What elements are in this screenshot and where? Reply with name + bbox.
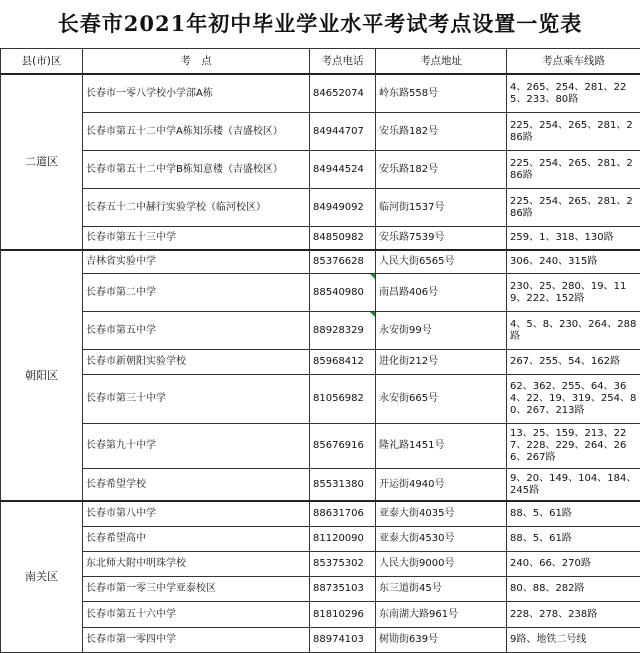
school-cell: 长春市新朝阳实验学校 <box>83 350 310 375</box>
header-phone: 考点电话 <box>310 49 376 75</box>
table-row <box>1 151 640 189</box>
address-cell: 安乐路182号 <box>376 113 507 151</box>
phone-cell: 88735103 <box>310 577 376 602</box>
phone-cell: 85375302 <box>310 552 376 577</box>
phone-cell: 85968412 <box>310 350 376 375</box>
table-row <box>1 552 640 577</box>
phone-cell: 84949092 <box>310 189 376 227</box>
school-cell: 长春希望高中 <box>83 527 310 552</box>
phone-cell: 81810296 <box>310 602 376 628</box>
school-cell: 东北师大附中明珠学校 <box>83 552 310 577</box>
bus-cell: 80、88、282路 <box>507 577 640 602</box>
table-row <box>1 469 640 502</box>
bus-cell: 228、278、238路 <box>507 602 640 628</box>
phone-cell: 88928329 <box>310 312 376 350</box>
bus-cell: 230、25、280、19、119、222、152路 <box>507 274 640 312</box>
phone-cell: 81056982 <box>310 375 376 424</box>
address-cell: 永安街99号 <box>376 312 507 350</box>
page-title: 长春市2021年初中毕业学业水平考试考点设置一览表 <box>0 0 640 48</box>
phone-cell: 84850982 <box>310 227 376 251</box>
phone-cell: 85676916 <box>310 424 376 469</box>
phone-cell: 81120090 <box>310 527 376 552</box>
school-cell: 吉林省实验中学 <box>83 250 310 274</box>
school-cell: 长春第九十中学 <box>83 424 310 469</box>
bus-cell: 306、240、315路 <box>507 250 640 274</box>
bus-cell: 4、5、8、230、264、288路 <box>507 312 640 350</box>
table-row <box>1 424 640 469</box>
address-cell: 进化街212号 <box>376 350 507 375</box>
address-cell: 安乐路182号 <box>376 151 507 189</box>
bus-cell: 4、265、254、281、225、233、80路 <box>507 74 640 113</box>
table-row <box>1 628 640 653</box>
address-cell: 开运街4940号 <box>376 469 507 502</box>
bus-cell: 225、254、265、281、286路 <box>507 113 640 151</box>
address-cell: 东三道街45号 <box>376 577 507 602</box>
school-cell: 长春市第一零三中学亚泰校区 <box>83 577 310 602</box>
school-cell: 长春五十二中赫行实验学校（临河校区） <box>83 189 310 227</box>
table-row <box>1 527 640 552</box>
school-cell: 长春市第一零四中学 <box>83 628 310 653</box>
bus-cell: 225、254、265、281、286路 <box>507 151 640 189</box>
bus-cell: 13、25、159、213、227、228、229、264、266、267路 <box>507 424 640 469</box>
bus-cell: 259、1、318、130路 <box>507 227 640 251</box>
table-row <box>1 227 640 251</box>
header-address: 考点地址 <box>376 49 507 75</box>
table-row <box>1 74 640 113</box>
school-cell: 长春市第五中学 <box>83 312 310 350</box>
bus-cell: 225、254、265、281、286路 <box>507 189 640 227</box>
county-cell: 朝阳区 <box>1 250 83 501</box>
bus-cell: 9、20、149、104、184、245路 <box>507 469 640 502</box>
bus-cell: 88、5、61路 <box>507 501 640 527</box>
school-cell: 长春市第八中学 <box>83 501 310 527</box>
phone-cell: 84652074 <box>310 74 376 113</box>
school-cell: 长春市第五十三中学 <box>83 227 310 251</box>
address-cell: 亚泰大街4035号 <box>376 501 507 527</box>
header-bus: 考点乘车线路 <box>507 49 640 75</box>
school-cell: 长春市第五十六中学 <box>83 602 310 628</box>
address-cell: 人民大街6565号 <box>376 250 507 274</box>
address-cell: 隆礼路1451号 <box>376 424 507 469</box>
table-row <box>1 312 640 350</box>
table-row <box>1 113 640 151</box>
header-school: 考 点 <box>83 49 310 75</box>
address-cell: 永安街665号 <box>376 375 507 424</box>
table-row <box>1 189 640 227</box>
table-row <box>1 375 640 424</box>
address-cell: 安乐路7539号 <box>376 227 507 251</box>
address-cell: 人民大街9000号 <box>376 552 507 577</box>
school-cell: 长春市第五十二中学A栋知乐楼（吉盛校区） <box>83 113 310 151</box>
table-row <box>1 577 640 602</box>
county-cell: 二道区 <box>1 74 83 250</box>
table-header-row <box>1 49 640 75</box>
county-cell: 南关区 <box>1 501 83 653</box>
address-cell: 东南湖大路961号 <box>376 602 507 628</box>
bus-cell: 240、66、270路 <box>507 552 640 577</box>
address-cell: 树勋街639号 <box>376 628 507 653</box>
table-row <box>1 274 640 312</box>
phone-cell: 85531380 <box>310 469 376 502</box>
school-cell: 长春希望学校 <box>83 469 310 502</box>
bus-cell: 9路、地铁二号线 <box>507 628 640 653</box>
phone-cell: 88974103 <box>310 628 376 653</box>
school-cell: 长春市第二中学 <box>83 274 310 312</box>
school-cell: 长春市第三十中学 <box>83 375 310 424</box>
address-cell: 南昌路406号 <box>376 274 507 312</box>
phone-cell: 84944707 <box>310 113 376 151</box>
table-row <box>1 501 640 527</box>
header-county: 县(市)区 <box>1 49 83 75</box>
address-cell: 临河街1537号 <box>376 189 507 227</box>
bus-cell: 88、5、61路 <box>507 527 640 552</box>
table-row <box>1 250 640 274</box>
school-cell: 长春市一零八学校小学部A栋 <box>83 74 310 113</box>
table-row <box>1 350 640 375</box>
school-cell: 长春市第五十二中学B栋知意楼（吉盛校区） <box>83 151 310 189</box>
phone-cell: 88631706 <box>310 501 376 527</box>
phone-cell: 88540980 <box>310 274 376 312</box>
phone-cell: 84944524 <box>310 151 376 189</box>
table-row <box>1 602 640 628</box>
exam-site-table <box>0 48 640 653</box>
bus-cell: 267、255、54、162路 <box>507 350 640 375</box>
bus-cell: 62、362、255、64、364、22、19、319、254、80、267、213路 <box>507 375 640 424</box>
address-cell: 岭东路558号 <box>376 74 507 113</box>
address-cell: 亚泰大街4530号 <box>376 527 507 552</box>
phone-cell: 85376628 <box>310 250 376 274</box>
